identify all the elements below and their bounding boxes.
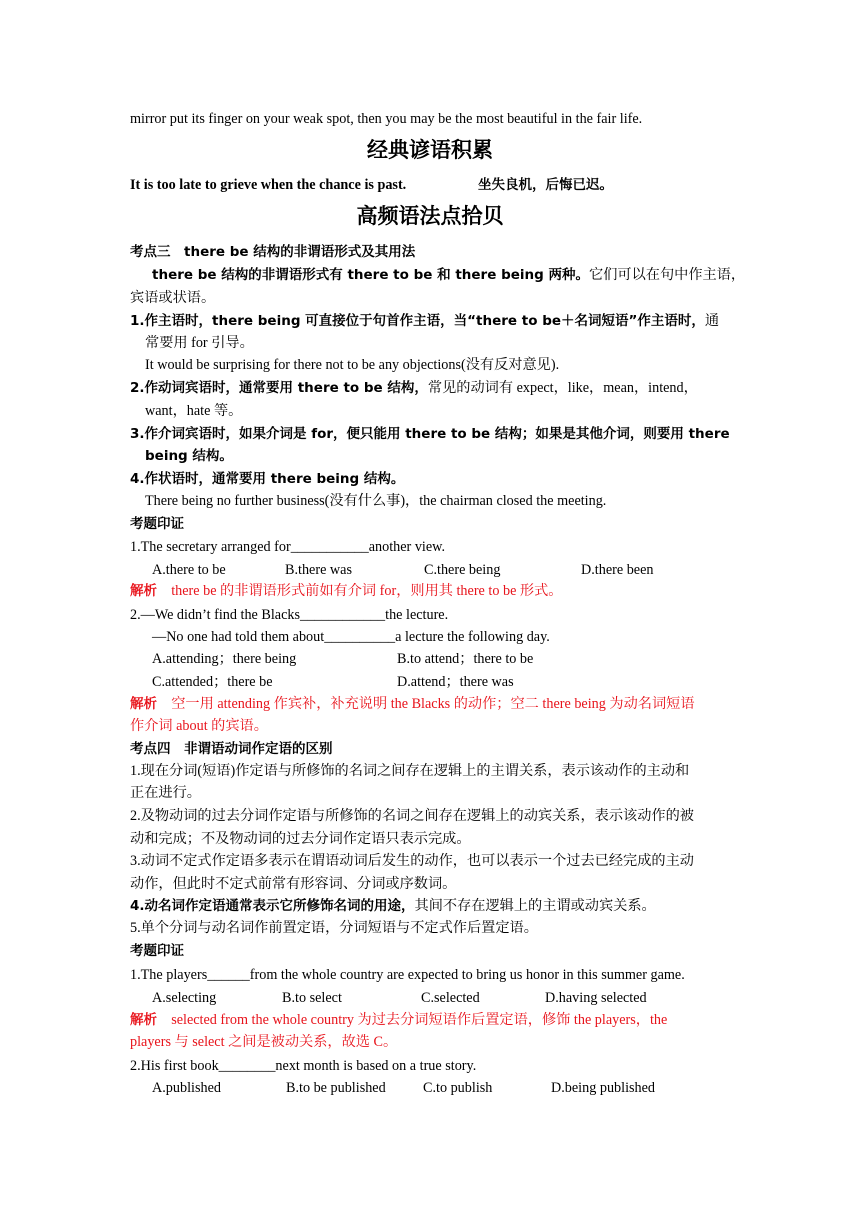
point3-rule1-line1 xyxy=(130,312,719,330)
point4-q2-option-a: A.published xyxy=(152,1080,221,1096)
point4-rule5: 5.单个分词与动名词作前置定语，分词短语与不定式作后置定语。 xyxy=(130,920,538,936)
point3-rule1-line2: 常要用 for 引导。 xyxy=(145,335,254,351)
point3-rule1-example: It would be surprising for there not to be any objections(没有反对意见). xyxy=(145,357,560,373)
point4-q2-option-d: D.being published xyxy=(551,1080,656,1096)
point4-rule3-line2: 动作，但此时不定式前常有形容词、分词或序数词。 xyxy=(130,876,457,892)
point3-q1-option-d: D.there been xyxy=(581,562,654,578)
point4-q1-option-d: D.having selected xyxy=(545,990,647,1006)
point3-rule4: 4.作状语时，通常要用 there being 结构。 xyxy=(130,471,405,487)
point4-q1-stem: 1.The players______from the whole country are expected to bring us honor in this summer game. xyxy=(130,967,685,983)
point4-q1-option-c: C.selected xyxy=(421,990,480,1006)
analysis-label: 解析 xyxy=(130,583,157,599)
point3-q2-option-d: D.attend；there was xyxy=(397,674,514,690)
point3-q1-option-b: B.there was xyxy=(285,562,352,578)
point3-rule2-line1 xyxy=(130,379,698,397)
point4-rule4-bold: 4.动名词作定语通常表示它所修饰名词的用途， xyxy=(130,898,415,914)
analysis-text: 空一用 attending 作宾补，补充说明 the Blacks 的动作；空二 there being 为动名词短语 xyxy=(171,696,695,712)
point3-rule1-end: 通 xyxy=(704,313,720,329)
point3-q1-analysis xyxy=(130,582,562,600)
point4-rule4 xyxy=(130,897,656,915)
intro-line: mirror put its finger on your weak spot, then you may be the most beautiful in the fair life. xyxy=(130,111,643,127)
point4-rule4-rest: 其间不存在逻辑上的主谓或动宾关系。 xyxy=(414,898,656,914)
point3-intro-rest: 它们可以在句中作主语， xyxy=(589,267,746,283)
point4-rule2-line2: 动和完成；不及物动词的过去分词作定语只表示完成。 xyxy=(130,831,471,847)
point4-rule2-line1: 2.及物动词的过去分词作定语与所修饰的名词之间存在逻辑上的动宾关系，表示该动作的被 xyxy=(130,808,694,824)
point3-intro xyxy=(152,266,745,284)
point3-rule3-line1: 3.作介词宾语时，如果介词是 for，便只能用 there to be 结构；如果是其他介词，则要用 there xyxy=(130,426,730,442)
point3-q2-stem-line1: 2.—We didn’t find the Blacks____________the lecture. xyxy=(130,607,449,623)
point3-rule2-bold: 2.作动词宾语时，通常要用 there to be 结构， xyxy=(130,380,428,396)
analysis-text: there be 的非谓语形式前如有介词 for，则用其 there to be 形式。 xyxy=(171,583,563,599)
proverb-chinese: 坐失良机，后悔已迟。 xyxy=(478,177,613,193)
point3-q2-option-c: C.attended；there be xyxy=(152,674,273,690)
grammar-heading: 高频语法点拾贝 xyxy=(356,204,504,228)
point4-title: 考点四 非谓语动词作定语的区别 xyxy=(130,741,333,757)
point3-q2-analysis-line1 xyxy=(130,695,695,713)
point4-q1-analysis-line1 xyxy=(130,1011,667,1029)
point3-rule2-rest: 常见的动词有 expect，like，mean，intend， xyxy=(427,380,698,396)
point4-rule1-line1: 1.现在分词(短语)作定语与所修饰的名词之间存在逻辑上的主谓关系，表示该动作的主动和 xyxy=(130,763,690,779)
proverb-heading: 经典谚语积累 xyxy=(367,138,493,162)
point4-q1-option-a: A.selecting xyxy=(152,990,217,1006)
point4-exam-label: 考题印证 xyxy=(130,943,184,959)
point3-rule2-line2: want，hate 等。 xyxy=(145,403,243,419)
point4-q1-option-b: B.to select xyxy=(282,990,342,1006)
point3-q1-option-c: C.there being xyxy=(424,562,501,578)
point4-q2-stem: 2.His first book________next month is based on a true story. xyxy=(130,1058,477,1074)
point3-exam-label: 考题印证 xyxy=(130,516,184,532)
point3-q2-option-b: B.to attend；there to be xyxy=(397,651,534,667)
point3-intro-bold: there be 结构的非谓语形式有 there to be 和 there being 两种。 xyxy=(152,267,589,283)
point4-q2-option-b: B.to be published xyxy=(286,1080,386,1096)
point4-q2-option-c: C.to publish xyxy=(423,1080,493,1096)
point3-q1-stem: 1.The secretary arranged for___________another view. xyxy=(130,539,446,555)
point4-q1-analysis-line2: players 与 select 之间是被动关系，故选 C。 xyxy=(130,1034,398,1050)
proverb-english: It is too late to grieve when the chance is past. xyxy=(130,177,407,193)
point4-rule1-line2: 正在进行。 xyxy=(130,785,201,801)
point3-q2-stem-line2: —No one had told them about__________a lecture the following day. xyxy=(152,629,550,645)
analysis-label: 解析 xyxy=(130,696,157,712)
point3-rule4-example: There being no further business(没有什么事)，the chairman closed the meeting. xyxy=(145,493,607,509)
point3-q1-option-a: A.there to be xyxy=(152,562,226,578)
point3-q2-analysis-line2: 作介词 about 的宾语。 xyxy=(130,718,268,734)
point3-rule1-bold: 1.作主语时，there being 可直接位于句首作主语，当“there to be＋名词短语”作主语时， xyxy=(130,313,705,329)
point3-intro-line2: 宾语或状语。 xyxy=(130,290,216,306)
analysis-label: 解析 xyxy=(130,1012,157,1028)
point3-rule3-line2: being 结构。 xyxy=(145,448,233,464)
point3-title: 考点三 there be 结构的非谓语形式及其用法 xyxy=(130,244,416,260)
point3-q2-option-a: A.attending；there being xyxy=(152,651,297,667)
analysis-text: selected from the whole country 为过去分词短语作后置定语，修饰 the players，the xyxy=(171,1012,668,1028)
point4-rule3-line1: 3.动词不定式作定语多表示在谓语动词后发生的动作，也可以表示一个过去已经完成的主动 xyxy=(130,853,694,869)
